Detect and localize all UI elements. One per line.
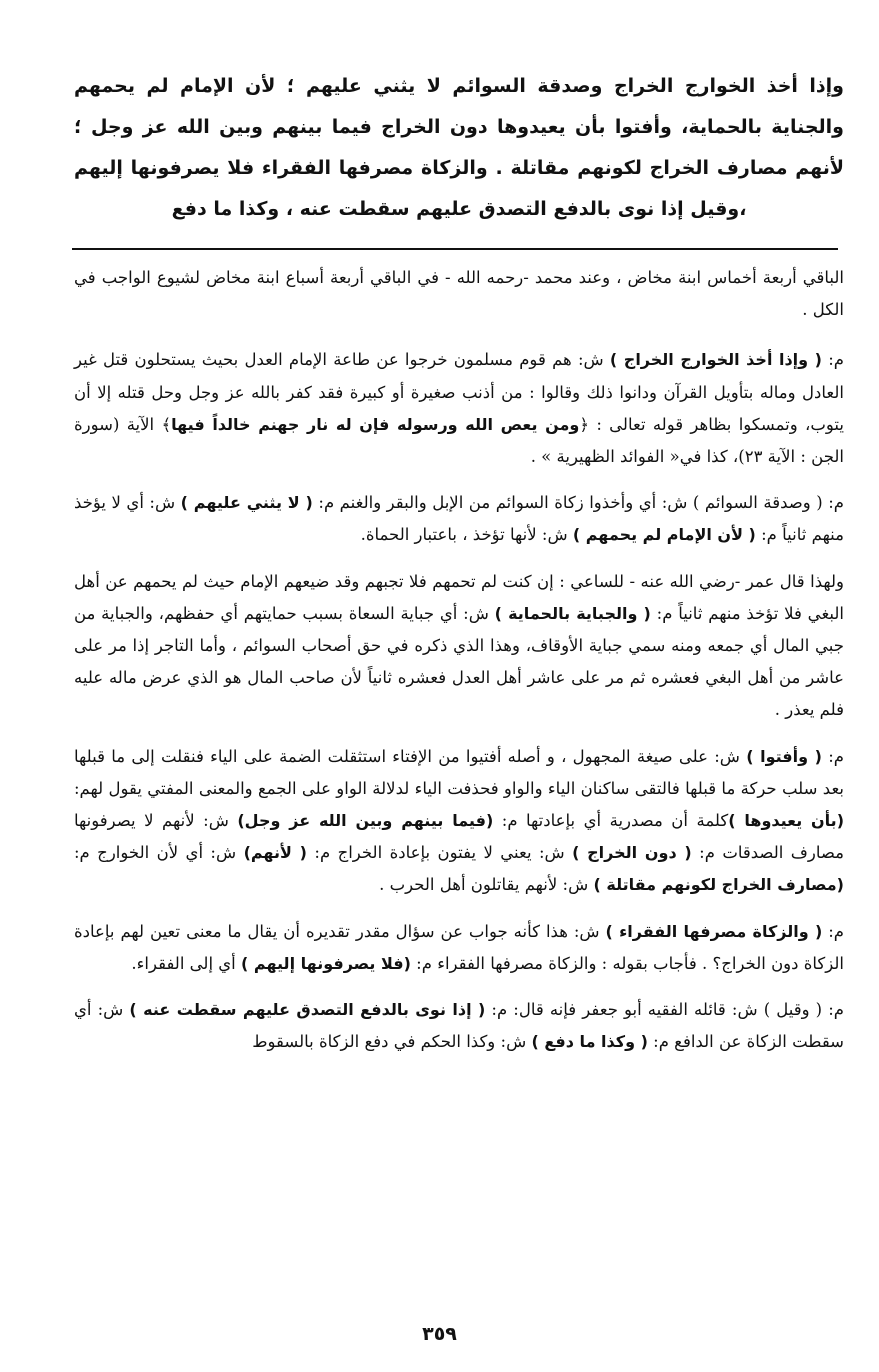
plain-text: ش: يعني لا يفتون بإعادة الخراج م:: [306, 843, 573, 863]
commentary-paragraph-5: [74, 741, 844, 902]
plain-text: ش: لأنهم يقاتلون أهل الحرب .: [379, 875, 594, 895]
quoted-matn: ( لأنهم): [243, 843, 307, 863]
quran-quote: ومن يعص الله ورسوله فإن له نار جهنم خالداً فيها: [171, 414, 580, 434]
quoted-matn: (فيما بينهم وبين الله عز وجل): [237, 811, 494, 831]
plain-text: ش: هم قوم مسلمون خرجوا عن طاعة الإمام العدل بحيث يستحلون قتل غير العادل وماله بتأويل القرآن ودانوا ذلك وقالوا : من أذنب صغيرة أو كبيرة فقد كفر بالله عز وجل وحل قتله إلا أن يتوب، وتمسكوا بظاهر قوله تعالى : ﴿: [74, 350, 844, 434]
plain-text: ش: لأنها تؤخذ ، باعتبار الحماة.: [360, 525, 573, 545]
plain-text: ش: على صيغة المجهول ، و أصله أفتيوا من الإفتاء استثقلت الضمة على الياء فنقلت إلى ما قبلها بعد سلب حركة ما قبلها فالتقى ساكنان الياء والواو فحذفت الياء لدلالة الواو على الجمع والمعنى المفتي يقول لهم:: [74, 746, 844, 798]
quoted-matn: ( دون الخراج ): [572, 843, 692, 863]
commentary-paragraph-3: [74, 487, 844, 551]
plain-text: الباقي أربعة أخماس ابنة مخاض ، وعند محمد -رحمه الله - في الباقي أربعة أسباع ابنة مخاض لشيوع الواجب في الكل .: [74, 268, 844, 320]
commentary-paragraph-6: [74, 916, 844, 980]
plain-text: م: ( وقيل ) ش: قائله الفقيه أبو جعفر فإنه قال: م:: [485, 1000, 844, 1020]
plain-text: ش: لأنهم لا يصرفونها مصارف الصدقات م:: [74, 811, 845, 863]
quoted-matn: ( وإذا أخذ الخوارج الخراج ): [609, 350, 822, 370]
commentary-paragraph-1: [74, 262, 844, 326]
quoted-matn: ( لا يثني عليهم ): [180, 493, 313, 513]
plain-text: ش: أي سقطت الزكاة عن الدافع م:: [74, 1000, 844, 1052]
plain-text: م: ( وصدقة السوائم ) ش: أي وأخذوا زكاة السوائم من الإبل والبقر والغنم م:: [312, 493, 844, 513]
quoted-matn: ( لأن الإمام لم يحمهم ): [572, 525, 756, 545]
plain-text: ش: أي جباية السعاة بسبب حمايتهم أي حفظهم، والجباية من جبي المال أي جمعه ومنه سمي جباية الأوقاف، وهذا الذي ذكره في حق أصحاب السوائم ، وأما التاجر إذا مر على عاشر من أهل البغي فعشره ثم مر على عاشر أهل العدل فعشره ثانياً لأن صاحب المال هو الذي عرض ماله عليه فلم يعذر .: [74, 603, 844, 720]
quoted-matn: (مصارف الخراج لكونهم مقاتلة ): [593, 875, 844, 895]
plain-text: ﴾ الآية (سورة الجن : الآية ٢٣)، كذا في« الفوائد الظهيرية » .: [74, 414, 844, 467]
main-text-matn: وإذا أخذ الخوارج الخراج وصدقة السوائم لا يثني عليهم ؛ لأن الإمام لم يحمهم والجناية بالحماية، وأفتوا بأن يعيدوها دون الخراج فيما بينهم وبين الله عز وجل ؛ لأنهم مصارف الخراج لكونهم مقاتلة . والزكاة مصرفها الفقراء فلا يصرفونها إليهم ،وقيل إذا نوى بالدفع التصدق عليهم سقطت عنه ، وكذا ما دفع: [74, 75, 844, 220]
commentary-paragraph-7: [74, 994, 844, 1058]
plain-text: ش: أي لا يؤخذ منهم ثانياً م:: [74, 493, 844, 545]
quoted-matn: ( والجباية بالحماية ): [494, 603, 651, 623]
quoted-matn: (بأن يعيدوها ): [728, 811, 845, 831]
page-number: ٣٥٩: [422, 1323, 457, 1345]
quoted-matn: ( والزكاة مصرفها الفقراء ): [605, 921, 823, 941]
plain-text: ش: هذا كأنه جواب عن سؤال مقدر تقديره أن يقال ما معنى تعين لهم بإعادة الزكاة دون الخراج؟ . فأجاب بقوله : والزكاة مصرفها الفقراء م:: [74, 921, 844, 973]
plain-text: ش: أي لأن الخوارج م:: [74, 843, 244, 863]
plain-text: كلمة أن مصدرية أي بإعادتها م:: [493, 811, 729, 831]
commentary-section: [74, 262, 844, 1072]
separator-rule: [72, 248, 838, 250]
plain-text: م:: [822, 921, 844, 941]
quoted-matn: ( وكذا ما دفع ): [531, 1032, 648, 1052]
plain-text: أي إلى الفقراء.: [131, 953, 242, 973]
commentary-paragraph-2: [74, 344, 844, 473]
plain-text: ولهذا قال عمر -رضي الله عنه - للساعي : إن كنت لم تحمهم فلا تجبهم وقد ضيعهم الإمام حيث لم يحمهم عن أهل البغي فلا تؤخذ منهم ثانياً م:: [74, 571, 844, 623]
commentary-paragraph-4: [74, 566, 844, 727]
quoted-matn: ( وأفتوا ): [746, 746, 822, 766]
plain-text: م:: [821, 350, 844, 370]
plain-text: م:: [821, 746, 845, 766]
plain-text: ش: وكذا الحكم في دفع الزكاة بالسقوط: [252, 1032, 532, 1052]
quoted-matn: (فلا يصرفونها إليهم ): [241, 953, 411, 973]
quoted-matn: ( إذا نوى بالدفع التصدق عليهم سقطت عنه ): [129, 1000, 486, 1020]
